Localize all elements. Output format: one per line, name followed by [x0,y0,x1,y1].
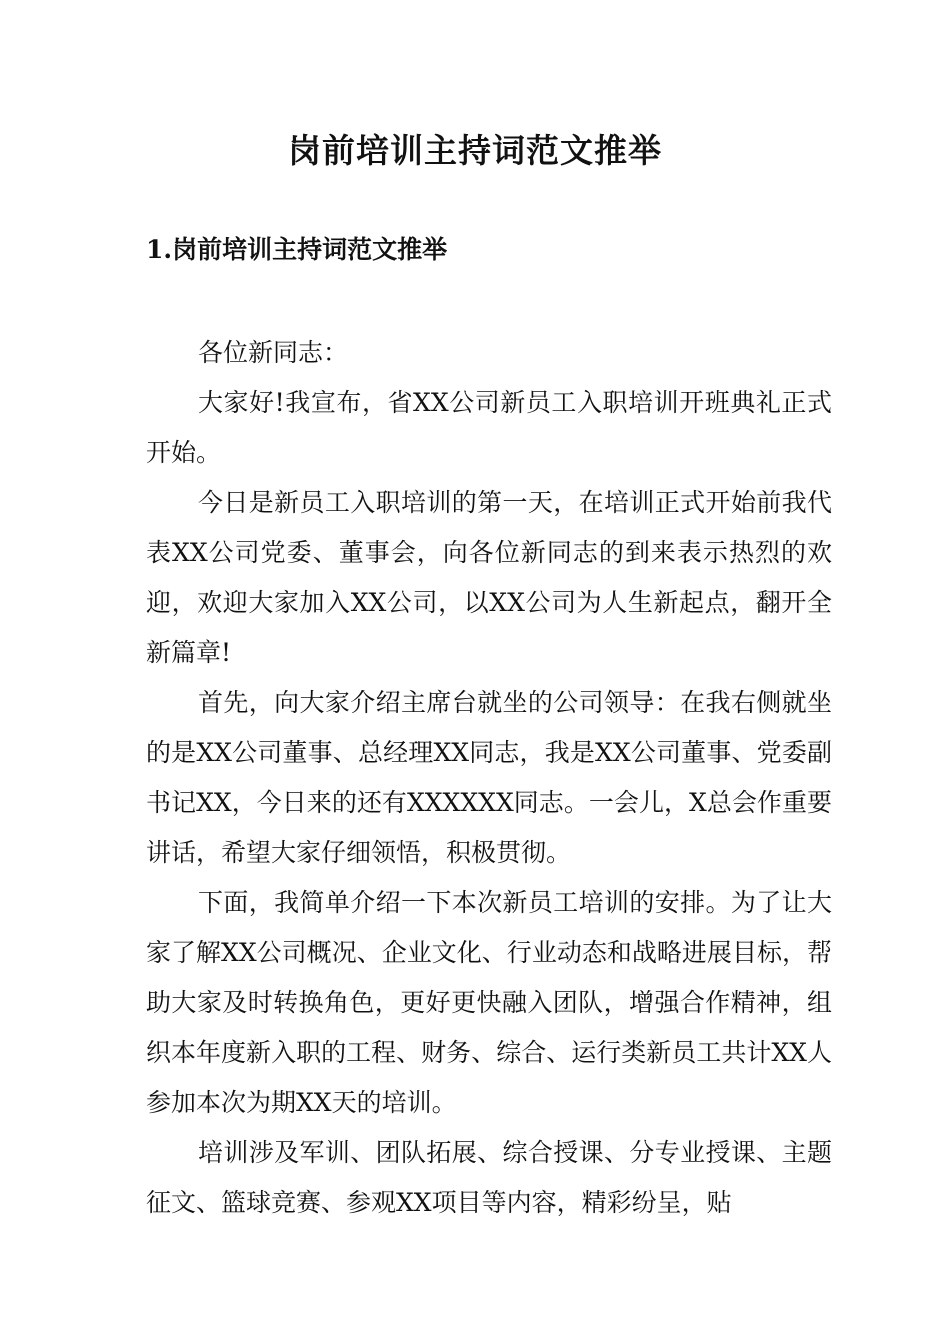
paragraph-opening: 大家好!我宣布，省XX公司新员工入职培训开班典礼正式开始。 [146,388,832,467]
paragraph-content: 培训涉及军训、团队拓展、综合授课、分专业授课、主题征文、篮球竞赛、参观XX项目等内容，精彩纷呈，贴 [146,1138,832,1217]
document-body [146,328,832,1228]
paragraph-leaders: 首先，向大家介绍主席台就坐的公司领导：在我右侧就坐的是XX公司董事、总经理XX同志，我是XX公司董事、党委副书记XX，今日来的还有XXXXXX同志。一会儿，X总会作重要讲话，希望大家仔细领悟，积极贯彻。 [146,688,832,867]
paragraph-greeting: 各位新同志： [198,338,349,367]
paragraph-arrangement: 下面，我简单介绍一下本次新员工培训的安排。为了让大家了解XX公司概况、企业文化、行业动态和战略进展目标，帮助大家及时转换角色，更好更快融入团队，增强合作精神，组织本年度新入职的工程、财务、综合、运行类新员工共计XX人参加本次为期XX天的培训。 [146,888,832,1117]
document-title: 岗前培训主持词范文推举 [288,131,662,170]
section-heading: 1.岗前培训主持词范文推举 [146,235,448,264]
paragraph-welcome: 今日是新员工入职培训的第一天，在培训正式开始前我代表XX公司党委、董事会，向各位新同志的到来表示热烈的欢迎，欢迎大家加入XX公司，以XX公司为人生新起点，翻开全新篇章! [146,488,832,667]
